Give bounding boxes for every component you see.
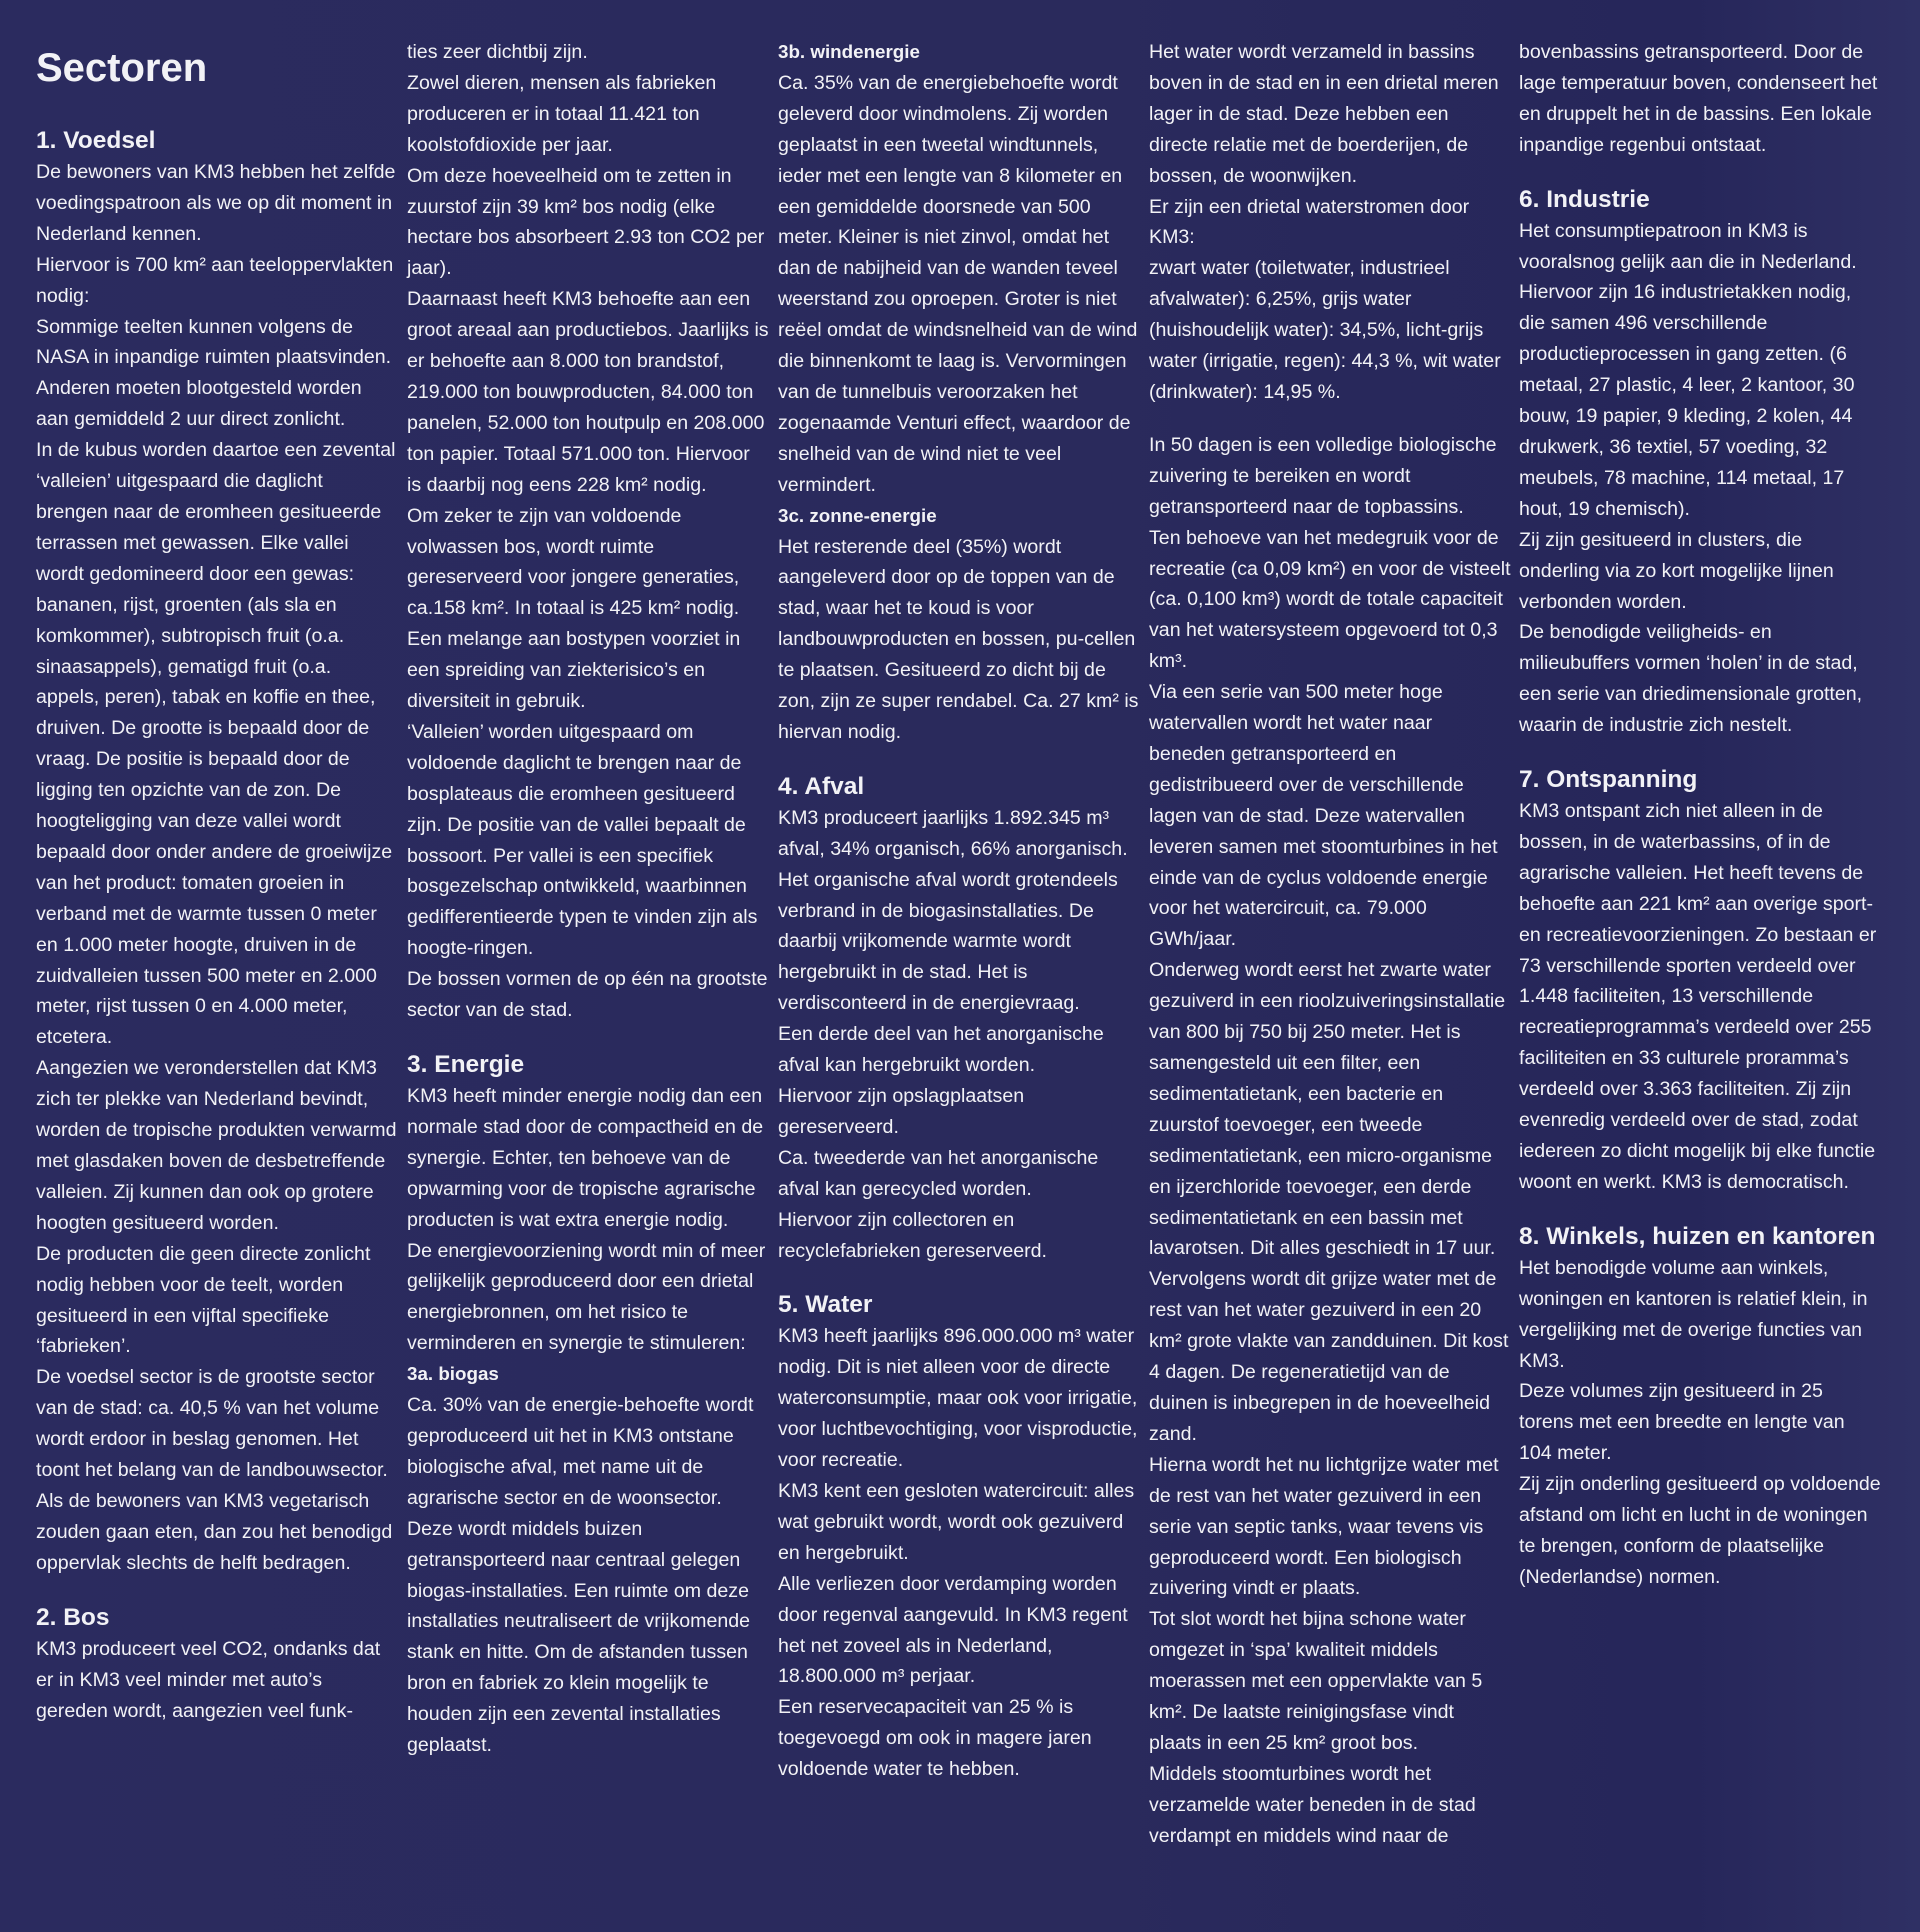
- paragraph: zwart water (toiletwater, industrieel afvalwater): 6,25%, grijs water (huishoudelijk water): 34,5%, licht-grijs water (irrigatie, regen): 44,3 %, wit water (drinkwater): 14,95 %.: [1149, 257, 1501, 403]
- paragraph: Zowel dieren, mensen als fabrieken produceren er in totaal 11.421 ton koolstofdioxide per jaar.: [407, 71, 717, 156]
- paragraph: Vervolgens wordt dit grijze water met de rest van het water gezuiverd in een 20 km² grote vlakte van zandduinen. Dit kost 4 dagen. De regeneratietijd van de duinen is inbegrepen in de hoeveelheid zand.: [1149, 1268, 1509, 1445]
- paragraph: Via een serie van 500 meter hoge watervallen wordt het water naar beneden getransporteerd en gedistribueerd over de verschillende lagen van de stad. Deze watervallen leveren samen met stoomturbines in het einde van de cyclus voldoende energie voor het watercircuit, ca. 79.000 GWh/jaar.: [1149, 681, 1498, 951]
- section-heading-energie: 3. Energie: [407, 1051, 525, 1078]
- paragraph: Deze volumes zijn gesitueerd in 25 torens met een breedte en lengte van 104 meter.: [1519, 1380, 1845, 1465]
- paragraph: Hiervoor zijn opslagplaatsen gereserveerd.: [778, 1085, 1025, 1138]
- paragraph: In 50 dagen is een volledige biologische zuivering te bereiken en wordt getransporteerd naar de topbassins.: [1149, 433, 1497, 518]
- paragraph: De benodigde veiligheids- en milieubuffers vormen ‘holen’ in de stad, een serie van driedimensionale grotten, waarin de industrie zich nestelt.: [1519, 621, 1863, 737]
- paragraph: Anderen moeten blootgesteld worden aan gemiddeld 2 uur direct zonlicht.: [36, 377, 362, 431]
- paragraph: Het resterende deel (35%) wordt aangeleverd door op de toppen van de stad, waar het te koud is voor landbouwproducten en bossen, pu-cellen te plaatsen. Gesitueerd zo dicht bij de zon, zijn ze super rendabel. Ca. 27 km² is hiervan nodig.: [778, 535, 1139, 743]
- paragraph: Ca. tweederde van het anorganische afval kan gerecycled worden.: [778, 1146, 1099, 1200]
- section-heading-winkels-huizen-kantoren: 8. Winkels, huizen en kantoren: [1519, 1222, 1876, 1250]
- section-heading-ontspanning: 7. Ontspanning: [1519, 766, 1698, 794]
- column-2: [407, 37, 769, 1761]
- paragraph: bovenbassins getransporteerd. Door de lage temperatuur boven, condenseert het en druppelt het in de bassins. Een lokale inpandige regenbui ontstaat.: [1519, 41, 1878, 156]
- subsection-heading-zonne-energie: 3c. zonne-energie: [778, 504, 937, 526]
- paragraph: Er zijn een drietal waterstromen door KM3:: [1149, 195, 1470, 249]
- paragraph: Een derde deel van het anorganische afval kan hergebruikt worden.: [778, 1023, 1104, 1077]
- paragraph: Aangezien we veronderstellen dat KM3 zich ter plekke van Nederland bevindt, worden de tropische produkten verwarmd met glasdaken boven de desbetreffende valleien. Zij kunnen dan ook op grotere hoogten gesitueerd worden.: [36, 1057, 397, 1234]
- column-3: [778, 37, 1140, 1785]
- paragraph: De bewoners van KM3 hebben het zelfde voedingspatroon als we op dit moment in Nederland kennen.: [36, 161, 396, 245]
- paragraph: Het consumptiepatroon in KM3 is vooralsnog gelijk aan die in Nederland.: [1519, 219, 1857, 273]
- paragraph: Een reservecapaciteit van 25 % is toegevoegd om ook in magere jaren voldoende water te hebben.: [778, 1696, 1092, 1781]
- paragraph: Sommige teelten kunnen volgens de NASA in inpandige ruimten plaatsvinden.: [36, 315, 392, 369]
- paragraph: KM3 produceert jaarlijks 1.892.345 m³ afval, 34% organisch, 66% anorganisch.: [778, 806, 1128, 860]
- paragraph: KM3 ontspant zich niet alleen in de bossen, in de waterbassins, of in de agrarische valleien. Het heeft tevens de behoefte aan 221 km² aan overige sport- en recreatievoorzieningen. Zo bestaan er 73 verschillende sporten verdeeld over 1.448 faciliteiten, 13 verschillende recreatieprogramma’s verdeeld over 255 faciliteiten en 33 culturele proramma’s verdeeld over 3.363 faciliteiten. Zij zijn evenredig verdeeld over de stad, zodat iedereen zo dicht mogelijk bij elke functie woont en werkt. KM3 is democratisch.: [1519, 800, 1877, 1193]
- paragraph: De energievoorziening wordt min of meer gelijkelijk geproduceerd door een drietal energiebronnen, om het risico te verminderen en synergie te stimuleren:: [407, 1239, 766, 1355]
- paragraph: ties zeer dichtbij zijn.: [407, 41, 588, 63]
- paragraph: Daarnaast heeft KM3 behoefte aan een groot areaal aan productiebos. Jaarlijks is er behoefte aan 8.000 ton brandstof, 219.000 ton bouwproducten, 84.000 ton panelen, 52.000 ton houtpulp en 208.000 ton papier. Totaal 571.000 ton. Hiervoor is daarbij nog eens 228 km² nodig.: [407, 288, 769, 496]
- paragraph: Ten behoeve van het medegruik voor de recreatie (ca 0,09 km²) en voor de visteelt (ca. 0,100 km³) wordt de totale capaciteit van het watersysteem opgevoerd tot 0,3 km³.: [1149, 526, 1511, 673]
- paragraph: Hiervoor zijn 16 industrietakken nodig, die samen 496 verschillende productieprocessen in gang zetten. (6 metaal, 27 plastic, 4 leer, 2 kantoor, 30 bouw, 19 papier, 9 kleding, 2 kolen, 44 drukwerk, 36 textiel, 57 voeding, 32 meubels, 78 machine, 114 metaal, 17 hout, 19 chemisch).: [1519, 281, 1855, 520]
- section-heading-bos: 2. Bos: [36, 1603, 110, 1631]
- paragraph: Ca. 35% van de energiebehoefte wordt geleverd door windmolens. Zij worden geplaatst in een tweetal windtunnels, ieder met een lengte van 8 kilometer en een gemiddelde doorsnede van 500 meter. Kleiner is niet zinvol, omdat het dan de nabijheid van de wanden teveel weerstand zou oproepen. Groter is niet reëel omdat de windsnelheid van de wind die binnenkomt te laag is. Vervormingen van de tunnelbuis veroorzaken het zogenaamde Venturi effect, waardoor de snelheid van de wind niet te veel vermindert.: [778, 71, 1138, 496]
- paragraph: ‘Valleien’ worden uitgespaard om voldoende daglicht te brengen naar de bosplateaus die eromheen gesitueerd zijn. De positie van de vallei bepaalt de bossoort. Per vallei is een specifiek bosgezelschap ontwikkeld, waarbinnen gedifferentieerde typen te vinden zijn als hoogte-ringen.: [407, 720, 758, 960]
- paragraph: Hiervoor zijn collectoren en recyclefabrieken gereserveerd.: [778, 1208, 1048, 1262]
- paragraph: Ca. 30% van de energie-behoefte wordt geproduceerd uit het in KM3 ontstane biologische afval, met name uit de agrarische sector en de woonsector. Deze wordt middels buizen getransporteerd naar centraal gelegen biogas-installaties. Een ruimte om deze installaties neutraliseert de vrijkomende stank en hitte. Om de afstanden tussen bron en fabriek zo klein mogelijk te houden zijn een zevental installaties geplaatst.: [407, 1394, 754, 1757]
- paragraph: KM3 heeft minder energie nodig dan een normale stad door de compactheid en de synergie. Echter, ten behoeve van de opwarming voor de tropische agrarische producten is wat extra energie nodig.: [407, 1085, 764, 1231]
- paragraph: Onderweg wordt eerst het zwarte water gezuiverd in een rioolzuiveringsinstallatie van 800 bij 750 bij 250 meter. Het is samengesteld uit een filter, een sedimentatietank, een bacterie en zuurstof toevoeger, een tweede sedimentatietank, een micro-organisme en ijzerchloride toevoeger, een derde sedimentatietank en een bassin met lavarotsen. Dit alles geschiedt in 17 uur.: [1149, 959, 1506, 1260]
- page-title: Sectoren: [36, 46, 208, 90]
- paragraph: Hierna wordt het nu lichtgrijze water met de rest van het water gezuiverd in een serie van septic tanks, waar tevens vis geproduceerd wordt. Een biologisch zuivering vindt er plaats.: [1149, 1453, 1499, 1600]
- paragraph: Het water wordt verzameld in bassins boven in de stad en in een drietal meren lager in de stad. Deze hebben een directe relatie met de boerderijen, de bossen, de woonwijken.: [1149, 41, 1499, 187]
- paragraph: Het benodigde volume aan winkels, woningen en kantoren is relatief klein, in vergelijking met de overige functies van KM3.: [1519, 1256, 1868, 1372]
- section-heading-water: 5. Water: [778, 1291, 873, 1319]
- paragraph: De bossen vormen de op één na grootste sector van de stad.: [407, 968, 768, 1022]
- column-4: [1149, 37, 1511, 1852]
- section-heading-industrie: 6. Industrie: [1519, 185, 1650, 213]
- subsection-heading-biogas: 3a. biogas: [407, 1363, 499, 1385]
- paragraph: Om deze hoeveelheid om te zetten in zuurstof zijn 39 km² bos nodig (elke hectare bos absorbeert 2.93 ton CO2 per jaar).: [407, 164, 765, 280]
- paragraph: In de kubus worden daartoe een zevental ‘valleien’ uitgespaard die daglicht brengen naar de eromheen gesitueerde terrassen met gewassen. Elke vallei wordt gedomineerd door een gewas: bananen, rijst, groenten (als sla en komkommer), subtropisch fruit (o.a. sinaasappels), gematigd fruit (o.a. appels, peren), tabak en koffie en thee, druiven. De grootte is bepaald door de vraag. De positie is bepaald door de ligging ten opzichte van de zon. De hoogteligging van deze vallei wordt bepaald door onder andere de groeiwijze van het product: tomaten groeien in verband met de warmte tussen 0 meter en 1.000 meter hoogte, druiven in de zuidvalleien tussen 500 meter en 2.000 meter, rijst tussen 0 en 4.000 meter, etcetera.: [36, 439, 396, 1049]
- paragraph: KM3 kent een gesloten watercircuit: alles wat gebruikt wordt, wordt ook gezuiverd en hergebruikt.: [778, 1479, 1135, 1564]
- column-1: [36, 36, 398, 1726]
- subsection-heading-windenergie: 3b. windenergie: [778, 41, 920, 62]
- paragraph: Zij zijn gesitueerd in clusters, die onderling via zo kort mogelijke lijnen verbonden worden.: [1519, 528, 1834, 613]
- paragraph: Het organische afval wordt grotendeels verbrand in de biogasinstallaties. De daarbij vrijkomende warmte wordt hergebruikt in de stad. Het is verdisconteerd in de energievraag.: [778, 868, 1118, 1015]
- paragraph: Alle verliezen door verdamping worden door regenval aangevuld. In KM3 regent het net zoveel als in Nederland, 18.800.000 m³ perjaar.: [778, 1572, 1128, 1688]
- paragraph: Om zeker te zijn van voldoende volwassen bos, wordt ruimte gereserveerd voor jongere generaties, ca.158 km². In totaal is 425 km² nodig. Een melange aan bostypen voorziet in een spreiding van ziekterisico’s en diversiteit in gebruik.: [407, 504, 741, 713]
- paragraph: Tot slot wordt het bijna schone water omgezet in ‘spa’ kwaliteit middels moerassen met een oppervlakte van 5 km². De laatste reinigingsfase vindt plaats in een 25 km² groot bos.: [1149, 1608, 1483, 1754]
- paragraph: Hiervoor is 700 km² aan teeloppervlakten nodig:: [36, 253, 394, 307]
- paragraph: Middels stoomturbines wordt het verzamelde water beneden in de stad verdampt en middels wind naar de: [1149, 1762, 1476, 1847]
- paragraph: Zij zijn onderling gesitueerd op voldoende afstand om licht en lucht in de woningen te brengen, conform de plaatselijke (Nederlandse) normen.: [1519, 1473, 1881, 1588]
- column-5: [1519, 37, 1881, 1593]
- paragraph: De voedsel sector is de grootste sector van de stad: ca. 40,5 % van het volume wordt erdoor in beslag genomen. Het toont het belang van de landbouwsector. Als de bewoners van KM3 vegetarisch zouden gaan eten, dan zou het benodigd oppervlak slechts de helft bedragen.: [36, 1366, 393, 1574]
- section-heading-afval: 4. Afval: [778, 772, 865, 800]
- paragraph: KM3 produceert veel CO2, ondanks dat er in KM3 veel minder met auto’s gereden wordt, aangezien veel funk-: [36, 1637, 381, 1722]
- paragraph: KM3 heeft jaarlijks 896.000.000 m³ water nodig. Dit is niet alleen voor de directe waterconsumptie, maar ook voor irrigatie, voor luchtbevochtiging, voor visproductie, voor recreatie.: [778, 1325, 1138, 1472]
- paragraph: De producten die geen directe zonlicht nodig hebben voor de teelt, worden gesitueerd in een vijftal specifieke ‘fabrieken’.: [36, 1242, 371, 1358]
- section-heading-voedsel: 1. Voedsel: [36, 127, 156, 154]
